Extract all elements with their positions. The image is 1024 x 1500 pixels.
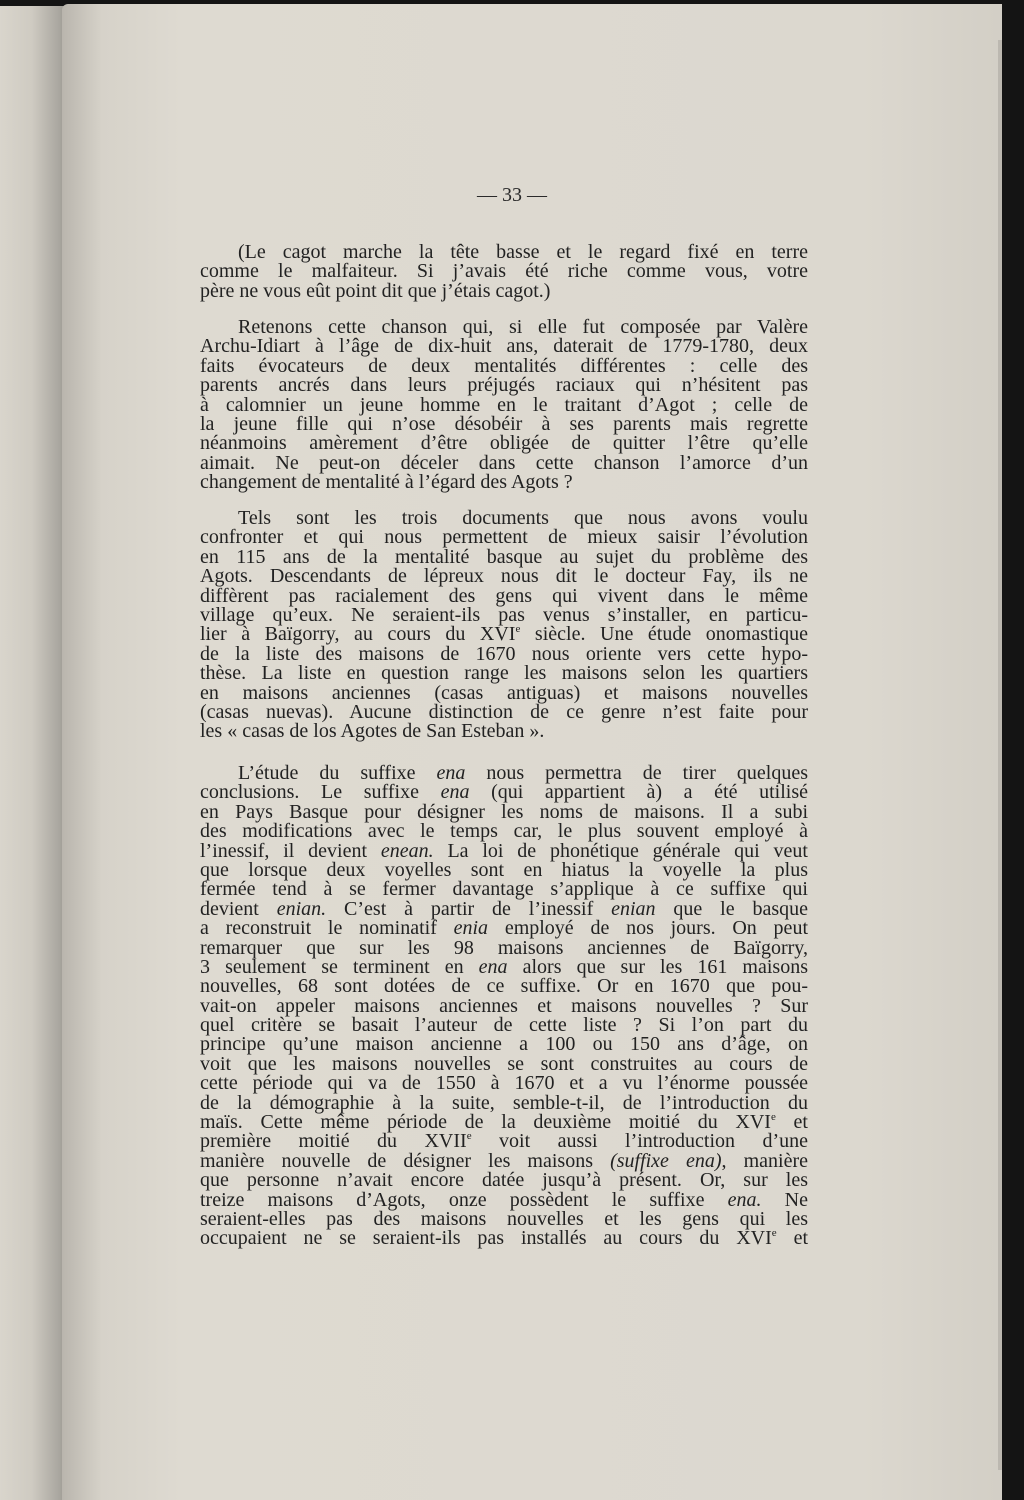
text-run: de la liste des maisons de 1670 nous oriente vers cette hypo- — [200, 642, 808, 665]
text-run: conclusions. Le suffixe — [200, 781, 441, 804]
page-edge — [998, 40, 1002, 1470]
text-run: devient — [200, 897, 277, 920]
text-run: la jeune fille qui n’ose désobéir à ses parents mais regrette — [200, 412, 808, 435]
superscript: e — [770, 1111, 776, 1124]
text-run: père ne vous eût point dit que j’étais cagot.) — [200, 279, 551, 302]
text-run: maïs. Cette même période de la deuxième moitié du XVI — [200, 1111, 771, 1134]
text-run: parents ancrés dans leurs préjugés raciaux qui n’hésitent pas — [200, 374, 808, 397]
text-run: à calomnier un jeune homme en le traitant d’Agot ; celle de — [200, 393, 808, 416]
text-run: C’est à partir de l’inessif — [326, 897, 612, 920]
text-line — [200, 722, 808, 741]
text-run: l’inessif, il devient — [200, 839, 381, 862]
text-run: lier à Baïgorry, au cours du XVI — [200, 623, 516, 646]
book-page — [62, 4, 1002, 1500]
text-run: aimait. Ne peut-on déceler dans cette chanson l’amorce d’un — [200, 451, 808, 474]
italic-term: enian. — [276, 897, 327, 920]
left-page-edge — [0, 6, 70, 1500]
text-run: treize maisons d’Agots, onze possèdent le suffixe — [200, 1188, 728, 1211]
text-run: voit que les maisons nouvelles se sont construites au cours de — [200, 1052, 808, 1075]
text-run: en maisons anciennes (casas antiguas) et maisons nouvelles — [200, 681, 808, 704]
italic-term: (suffixe ena) — [610, 1149, 722, 1172]
text-run: que lorsque deux voyelles sont en hiatus la voyelle la plus — [200, 858, 808, 881]
text-run: cette période qui va de 1550 à 1670 et a vu l’énorme poussée — [200, 1072, 808, 1095]
text-run: nouvelles, 68 sont dotées de ce suffixe. Or en 1670 que pou- — [200, 975, 808, 998]
text-run: village qu’eux. Ne seraient-ils pas venus s’installer, en particu- — [200, 603, 808, 626]
text-run: en 115 ans de la mentalité basque au sujet du problème des — [200, 545, 808, 568]
text-run: siècle. Une étude onomastique — [520, 623, 808, 646]
paragraph-1 — [200, 243, 808, 301]
text-run: (Le cagot marche la tête basse et le regard fixé en terre — [238, 241, 808, 263]
superscript: e — [515, 623, 521, 636]
text-run: fermée tend à se fermer davantage s’applique à ce suffixe qui — [200, 878, 808, 901]
text-run: Tels sont les trois documents que nous avons voulu — [238, 507, 808, 529]
text-run: Archu-Idiart à l’âge de dix-huit ans, daterait de 1779-1780, deux — [200, 335, 808, 358]
text-line — [200, 473, 808, 492]
text-run: a reconstruit le nominatif — [200, 917, 454, 940]
text-run: occupaient ne se seraient-ils pas installés au cours du XVI — [200, 1227, 772, 1250]
paragraph-3 — [200, 509, 808, 742]
text-run: faits évocateurs de deux mentalités différentes : celle des — [200, 354, 808, 377]
text-run: thèse. La liste en question range les maisons selon les quartiers — [200, 662, 808, 685]
text-run: , manière — [721, 1149, 808, 1172]
page-number: — 33 — — [477, 184, 547, 206]
italic-term: enean. — [380, 839, 434, 862]
text-run: des modifications avec le temps car, le plus souvent employé à — [200, 820, 808, 843]
text-run: les « casas de los Agotes de San Esteban ». — [200, 720, 545, 743]
paragraph-2 — [200, 318, 808, 493]
text-run: vait-on appeler maisons anciennes et maisons nouvelles ? Sur — [200, 994, 808, 1017]
text-run: quel critère se basait l’auteur de cette liste ? Si l’on part du — [200, 1014, 808, 1037]
text-run: voit aussi l’introduction d’une — [471, 1130, 808, 1153]
text-run: (qui appartient à) a été utilisé — [469, 781, 808, 804]
superscript: e — [771, 1227, 777, 1240]
text-run: néanmoins amèrement d’être obligée de quitter l’être qu’elle — [200, 432, 808, 455]
text-run: première moitié du XVII — [200, 1130, 467, 1153]
text-run: principe qu’une maison ancienne a 100 ou 150 ans d’âge, on — [200, 1033, 808, 1056]
text-run: et — [775, 1111, 808, 1134]
text-run: de la démographie à la suite, semble-t-il, de l’introduction du — [200, 1091, 808, 1114]
text-run: Retenons cette chanson qui, si elle fut composée par Valère — [238, 316, 808, 338]
text-run: remarquer que sur les 98 maisons anciennes de Baïgorry, — [200, 936, 808, 959]
italic-term: ena — [440, 781, 470, 804]
italic-term: enian — [611, 897, 656, 920]
text-run: en Pays Basque pour désigner les noms de maisons. Il a subi — [200, 800, 808, 823]
text-line — [200, 1229, 808, 1248]
text-run: comme le malfaiteur. Si j’avais été riche comme vous, votre — [200, 260, 808, 283]
text-run: que le basque — [655, 897, 808, 920]
text-run: Agots. Descendants de lépreux nous dit le docteur Fay, ils ne — [200, 565, 808, 588]
text-run: manière nouvelle de désigner les maisons — [200, 1149, 611, 1172]
text-run: diffèrent pas racialement des gens qui vivent dans le même — [200, 584, 808, 607]
text-run: que personne n’avait encore datée jusqu’à présent. Or, sur les — [200, 1169, 808, 1192]
text-run: et — [776, 1227, 809, 1250]
italic-term: ena — [478, 955, 508, 978]
text-run: alors que sur les 161 maisons — [507, 955, 808, 978]
text-line — [200, 279, 808, 302]
text-run: La loi de phonétique générale qui veut — [433, 839, 808, 862]
text-run: nous permettra de tirer quelques — [465, 762, 809, 784]
text-run: confronter et qui nous permettent de mieux saisir l’évolution — [200, 526, 808, 549]
text-run: L’étude du suffixe — [238, 762, 437, 784]
text-run: seraient-elles pas des maisons nouvelles et les gens qui les — [200, 1207, 808, 1230]
superscript: e — [466, 1130, 472, 1143]
text-run: employé de nos jours. On peut — [488, 917, 808, 940]
text-run: changement de mentalité à l’égard des Agots ? — [200, 471, 573, 494]
text-run: 3 seulement se terminent en — [200, 955, 479, 978]
text-run: (casas nuevas). Aucune distinction de ce genre n’est faite pour — [200, 700, 808, 723]
italic-term: enia — [453, 917, 489, 940]
paragraph-4 — [200, 764, 808, 1249]
italic-term: ena. — [727, 1188, 762, 1211]
text-run: Ne — [761, 1188, 808, 1211]
italic-term: ena — [436, 762, 466, 784]
